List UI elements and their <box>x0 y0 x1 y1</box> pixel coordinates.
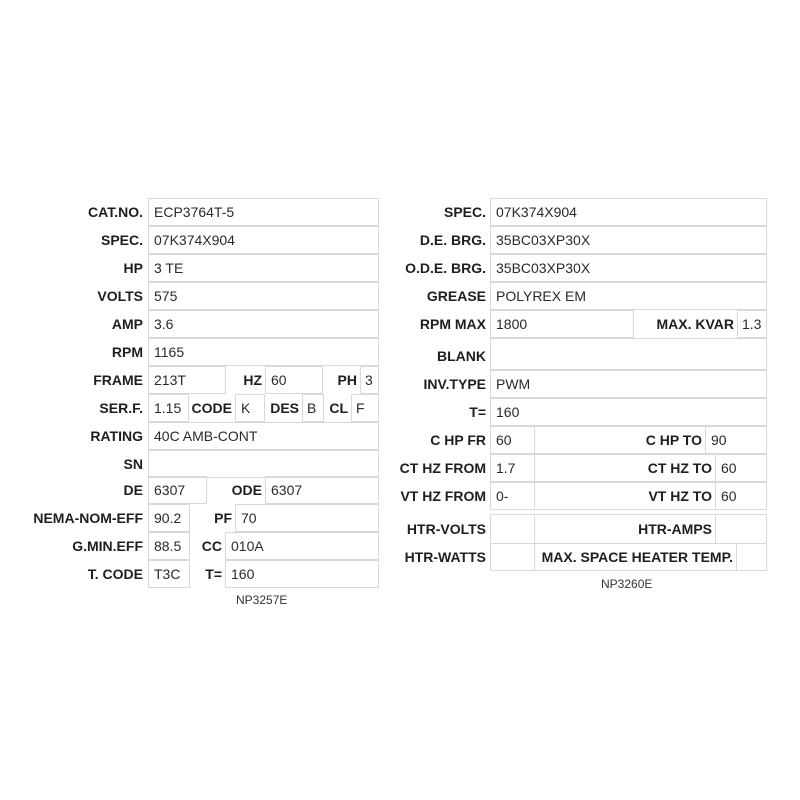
pf-value: 70 <box>235 504 379 532</box>
t-code-label: T. CODE <box>87 566 143 582</box>
c-hp-to-value: 90 <box>705 426 767 454</box>
max-heater-temp-label: MAX. SPACE HEATER TEMP. <box>541 549 733 565</box>
hp-value: 3 TE <box>148 254 379 282</box>
c-hp-to-label: C HP TO <box>645 432 702 448</box>
code-value: K <box>235 394 265 422</box>
grease-value: POLYREX EM <box>490 282 767 310</box>
blank-label: BLANK <box>437 348 486 364</box>
ode-brg-label: O.D.E. BRG. <box>405 260 486 276</box>
r-t-value: 160 <box>490 398 767 426</box>
amp-label: AMP <box>111 316 143 332</box>
frame-label: FRAME <box>93 372 143 388</box>
g-min-eff-value: 88.5 <box>148 532 190 560</box>
hz-value: 60 <box>265 366 323 394</box>
left-caption: NP3257E <box>236 593 288 607</box>
rpm-value: 1165 <box>148 338 379 366</box>
htr-watts-value <box>490 543 535 571</box>
ode-label: ODE <box>231 482 262 498</box>
t-code-value: T3C <box>148 560 190 588</box>
rating-value: 40C AMB-CONT <box>148 422 379 450</box>
ct-hz-from-value: 1.7 <box>490 454 535 482</box>
amp-value: 3.6 <box>148 310 379 338</box>
r-t-label: T= <box>469 404 486 420</box>
htr-volts-label: HTR-VOLTS <box>406 521 486 537</box>
de-brg-value: 35BC03XP30X <box>490 226 767 254</box>
cc-value: 010A <box>225 532 379 560</box>
t-value: 160 <box>225 560 379 588</box>
ct-hz-to-label: CT HZ TO <box>647 460 712 476</box>
r-spec-label: SPEC. <box>443 204 486 220</box>
t-label: T= <box>205 566 222 582</box>
cl-label: CL <box>329 400 348 416</box>
max-kvar-value: 1.3 <box>737 310 767 338</box>
des-value: B <box>302 394 324 422</box>
c-hp-fr-label: C HP FR <box>430 432 486 448</box>
inv-type-label: INV.TYPE <box>423 376 486 392</box>
ph-value: 3 <box>360 366 379 394</box>
serf-value: 1.15 <box>148 394 189 422</box>
ode-brg-value: 35BC03XP30X <box>490 254 767 282</box>
spec-label: SPEC. <box>100 232 143 248</box>
de-brg-label: D.E. BRG. <box>419 232 486 248</box>
nema-nom-eff-value: 90.2 <box>148 504 190 532</box>
inv-type-value: PWM <box>490 370 767 398</box>
blank-value <box>490 338 767 370</box>
right-caption: NP3260E <box>601 577 653 591</box>
pf-label: PF <box>214 510 232 526</box>
ct-hz-to-value: 60 <box>715 454 767 482</box>
grease-label: GREASE <box>426 288 486 304</box>
ct-hz-from-label: CT HZ FROM <box>399 460 486 476</box>
vt-hz-from-label: VT HZ FROM <box>400 488 486 504</box>
frame-value: 213T <box>148 366 226 394</box>
de-value: 6307 <box>148 476 207 504</box>
spec-value: 07K374X904 <box>148 226 379 254</box>
htr-watts-label: HTR-WATTS <box>404 549 486 565</box>
rpm-max-value: 1800 <box>490 310 634 338</box>
volts-value: 575 <box>148 282 379 310</box>
code-label: CODE <box>191 400 232 416</box>
serf-label: SER.F. <box>99 400 143 416</box>
cat-no-value: ECP3764T-5 <box>148 198 379 226</box>
cc-label: CC <box>201 538 222 554</box>
vt-hz-to-label: VT HZ TO <box>648 488 712 504</box>
ode-value: 6307 <box>265 476 379 504</box>
max-kvar-label: MAX. KVAR <box>656 316 734 332</box>
cat-no-label: CAT.NO. <box>88 204 143 220</box>
rpm-label: RPM <box>111 344 143 360</box>
c-hp-fr-value: 60 <box>490 426 535 454</box>
nema-nom-eff-label: NEMA-NOM-EFF <box>33 510 143 526</box>
vt-hz-from-value: 0- <box>490 482 535 510</box>
de-label: DE <box>123 482 143 498</box>
ph-label: PH <box>337 372 357 388</box>
htr-amps-value <box>715 514 767 544</box>
hp-label: HP <box>123 260 143 276</box>
des-label: DES <box>270 400 299 416</box>
volts-label: VOLTS <box>97 288 143 304</box>
cl-value: F <box>351 394 379 422</box>
vt-hz-to-value: 60 <box>715 482 767 510</box>
g-min-eff-label: G.MIN.EFF <box>72 538 143 554</box>
rating-label: RATING <box>90 428 143 444</box>
rpm-max-label: RPM MAX <box>419 316 486 332</box>
max-heater-temp-value <box>736 543 767 571</box>
htr-amps-label: HTR-AMPS <box>638 521 712 537</box>
htr-volts-value <box>490 514 535 544</box>
sn-label: SN <box>123 456 143 472</box>
sn-value <box>148 450 379 478</box>
r-spec-value: 07K374X904 <box>490 198 767 226</box>
hz-label: HZ <box>243 372 262 388</box>
